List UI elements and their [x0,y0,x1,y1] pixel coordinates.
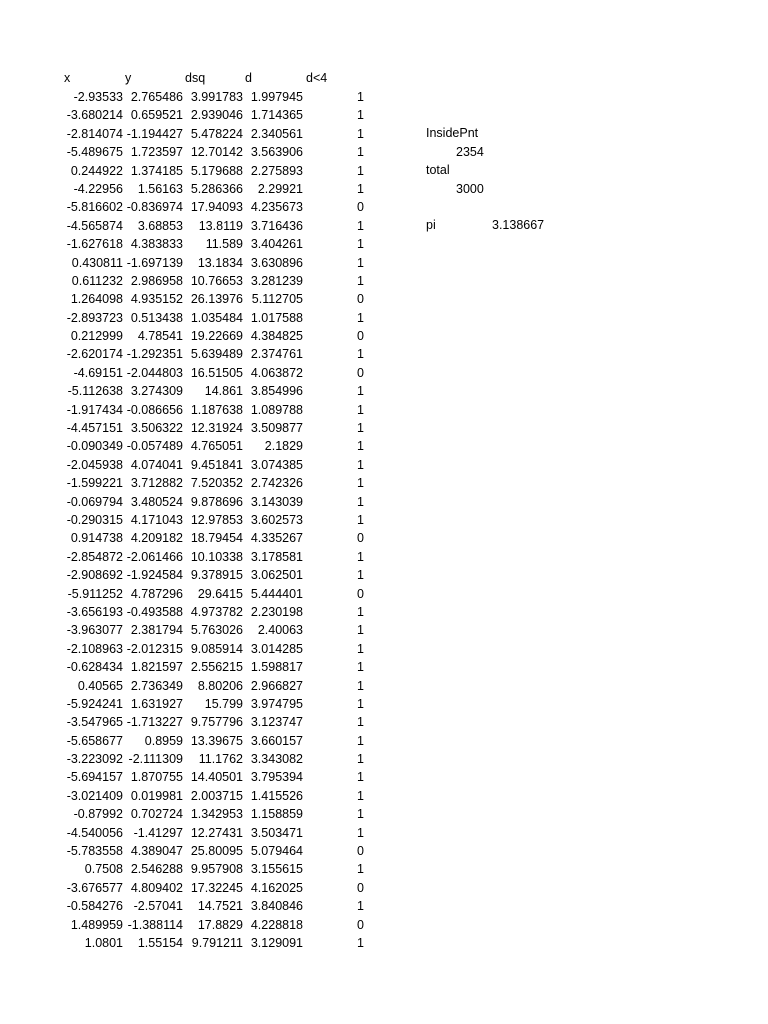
cell-x[interactable]: 0.914738 [70,531,123,546]
table-row [0,879,380,897]
cell-d[interactable]: 1.598817 [250,660,303,675]
table-row [0,290,380,308]
cell-x[interactable]: 1.0801 [84,935,123,950]
cell-x[interactable]: -2.893723 [66,310,123,325]
cell-y[interactable]: 1.56163 [137,181,183,196]
cell-d[interactable]: 3.509877 [250,421,303,436]
cell-y[interactable]: 1.870755 [130,770,183,785]
cell-d-less-than-4[interactable]: 1 [357,457,364,472]
cell-x[interactable]: -4.457151 [66,421,123,436]
cell-d-less-than-4[interactable]: 1 [357,770,364,785]
data-rows [0,88,380,952]
table-row [0,474,380,492]
cell-d-less-than-4[interactable]: 1 [357,402,364,417]
cell-y[interactable]: 2.986958 [130,273,183,288]
cell-x[interactable]: -3.021409 [66,788,123,803]
cell-d-less-than-4[interactable]: 1 [357,90,364,104]
cell-d-less-than-4[interactable]: 0 [357,917,364,932]
cell-d-less-than-4[interactable]: 0 [357,329,364,344]
cell-dsq[interactable]: 13.39675 [190,733,243,748]
table-row [0,677,380,695]
header-x[interactable]: x [64,71,71,85]
cell-dsq[interactable]: 16.51505 [190,365,243,380]
cell-d[interactable]: 3.563906 [250,145,303,160]
cell-x[interactable]: -3.656193 [66,604,123,619]
cell-y[interactable]: 4.787296 [130,586,183,601]
cell-d-less-than-4[interactable]: 1 [357,660,364,675]
header-d[interactable]: d [245,71,252,85]
cell-d[interactable]: 3.178581 [250,549,303,564]
cell-y[interactable]: 3.274309 [130,384,183,399]
cell-x[interactable]: 0.611232 [71,273,123,288]
cell-d-less-than-4[interactable]: 1 [357,126,364,141]
cell-d-less-than-4[interactable]: 1 [357,696,364,711]
cell-d[interactable]: 3.716436 [250,218,303,233]
table-row [0,934,380,952]
cell-x[interactable]: -2.854872 [66,549,123,564]
cell-y[interactable]: -2.044803 [126,365,183,380]
table-row [0,732,380,750]
cell-y[interactable]: -2.012315 [126,641,183,656]
cell-dsq[interactable]: 13.1834 [197,255,243,270]
cell-d-less-than-4[interactable]: 1 [357,494,364,509]
cell-y[interactable]: 3.480524 [130,494,183,509]
table-row [0,217,380,235]
header-dsq[interactable]: dsq [185,71,206,85]
cell-y[interactable]: -1.41297 [133,825,183,840]
cell-y[interactable]: 0.702724 [130,807,183,822]
cell-d[interactable]: 4.335267 [250,531,303,546]
cell-d[interactable]: 3.014285 [250,641,303,656]
cell-x[interactable]: -2.908692 [66,568,123,583]
cell-d[interactable]: 1.089788 [250,402,303,417]
cell-d[interactable]: 3.974795 [250,696,303,711]
cell-d[interactable]: 1.017588 [250,310,303,325]
cell-d-less-than-4[interactable]: 1 [357,476,364,491]
cell-dsq[interactable]: 12.97853 [190,512,243,527]
cell-dsq[interactable]: 15.799 [204,696,243,711]
cell-x[interactable]: -1.599221 [66,476,123,491]
table-row [0,897,380,915]
cell-y[interactable]: -1.388114 [127,917,183,932]
cell-dsq[interactable]: 25.80095 [190,844,243,859]
cell-d-less-than-4[interactable]: 1 [357,899,364,914]
cell-d-less-than-4[interactable]: 0 [357,880,364,895]
header-d-less-than-4[interactable]: d<4 [306,71,328,85]
cell-d-less-than-4[interactable]: 0 [357,844,364,859]
cell-dsq[interactable]: 10.76653 [190,273,243,288]
pi-value[interactable]: 3.138667 [492,218,545,232]
cell-x[interactable]: -4.69151 [73,365,123,380]
table-row [0,198,380,216]
cell-dsq[interactable]: 5.286366 [190,181,243,196]
table-row [0,750,380,768]
cell-d-less-than-4[interactable]: 1 [357,935,364,950]
cell-x[interactable]: -3.547965 [66,715,123,730]
cell-y[interactable]: 1.821597 [130,660,183,675]
cell-y[interactable]: 3.506322 [130,421,183,436]
table-row [0,309,380,327]
cell-dsq[interactable]: 5.639489 [190,347,243,362]
cell-y[interactable]: 4.389047 [130,844,183,859]
cell-x[interactable]: -0.628434 [66,660,123,675]
cell-d-less-than-4[interactable]: 1 [357,623,364,638]
cell-x[interactable]: -5.816602 [66,200,123,215]
cell-d[interactable]: 3.155615 [250,862,303,877]
cell-x[interactable]: 0.7508 [84,862,123,877]
cell-x[interactable]: -0.87992 [73,807,123,822]
cell-d-less-than-4[interactable]: 1 [357,163,364,178]
cell-x[interactable]: 0.244922 [70,163,123,178]
cell-y[interactable]: -1.292351 [126,347,183,362]
cell-dsq[interactable]: 8.80206 [197,678,243,693]
cell-d-less-than-4[interactable]: 0 [357,200,364,215]
cell-y[interactable]: 0.019981 [130,788,183,803]
cell-x[interactable]: -2.045938 [66,457,123,472]
cell-dsq[interactable]: 18.79454 [190,531,243,546]
cell-y[interactable]: 4.78541 [137,329,183,344]
cell-d-less-than-4[interactable]: 1 [357,255,364,270]
cell-d[interactable]: 4.384825 [250,329,303,344]
cell-y[interactable]: 4.074041 [130,457,183,472]
cell-dsq[interactable]: 9.085914 [190,641,243,656]
cell-dsq[interactable]: 9.451841 [190,457,243,472]
cell-dsq[interactable]: 10.10338 [190,549,243,564]
table-row [0,437,380,455]
cell-d-less-than-4[interactable]: 1 [357,384,364,399]
table-row [0,860,380,878]
cell-x[interactable]: -0.090349 [66,439,123,454]
cell-y[interactable]: 2.736349 [130,678,183,693]
cell-x[interactable]: -5.924241 [66,696,123,711]
table-row [0,621,380,639]
cell-dsq[interactable]: 14.861 [204,384,243,399]
cell-y[interactable]: -1.194427 [126,126,183,141]
cell-y[interactable]: 3.68853 [137,218,183,233]
cell-dsq[interactable]: 12.70142 [190,145,243,160]
column-headers [0,69,380,87]
table-row [0,364,380,382]
cell-d[interactable]: 1.714365 [250,108,303,123]
cell-x[interactable]: -5.783558 [66,844,123,859]
total-label[interactable]: total [426,163,450,177]
cell-y[interactable]: 0.513438 [130,310,183,325]
total-value[interactable]: 3000 [456,182,484,196]
cell-dsq[interactable]: 2.939046 [190,108,243,123]
cell-x[interactable]: -4.540056 [66,825,123,840]
cell-d-less-than-4[interactable]: 1 [357,310,364,325]
cell-d[interactable]: 5.079464 [250,844,303,859]
cell-d-less-than-4[interactable]: 1 [357,549,364,564]
cell-d[interactable]: 3.840846 [250,899,303,914]
cell-d[interactable]: 3.062501 [250,568,303,583]
cell-d-less-than-4[interactable]: 1 [357,807,364,822]
cell-x[interactable]: -5.658677 [66,733,123,748]
cell-d-less-than-4[interactable]: 1 [357,733,364,748]
cell-d[interactable]: 3.129091 [250,935,303,950]
cell-d[interactable]: 5.112705 [251,292,303,307]
cell-dsq[interactable]: 13.8119 [198,218,243,233]
cell-x[interactable]: -4.565874 [66,218,123,233]
cell-dsq[interactable]: 4.765051 [190,439,243,454]
cell-y[interactable]: -2.111309 [128,752,183,767]
cell-d-less-than-4[interactable]: 0 [357,365,364,380]
cell-dsq[interactable]: 9.378915 [190,568,243,583]
cell-y[interactable]: -0.836974 [126,200,183,215]
cell-dsq[interactable]: 17.94093 [190,200,243,215]
cell-dsq[interactable]: 3.991783 [190,90,243,104]
table-row [0,272,380,290]
table-row [0,511,380,529]
inside-points-value[interactable]: 2354 [456,145,484,159]
table-row [0,566,380,584]
cell-d[interactable]: 2.29921 [257,181,303,196]
cell-y[interactable]: -1.697139 [126,255,183,270]
cell-d[interactable]: 3.602573 [250,512,303,527]
cell-x[interactable]: 1.264098 [70,292,123,307]
cell-dsq[interactable]: 5.763026 [190,623,243,638]
cell-y[interactable]: 4.171043 [130,512,183,527]
cell-d-less-than-4[interactable]: 1 [357,752,364,767]
table-row [0,824,380,842]
cell-x[interactable]: 0.40565 [77,678,123,693]
cell-d[interactable]: 3.343082 [250,752,303,767]
cell-d[interactable]: 1.997945 [250,90,303,104]
table-row [0,106,380,124]
cell-d[interactable]: 1.415526 [250,788,303,803]
cell-d-less-than-4[interactable]: 1 [357,273,364,288]
cell-dsq[interactable]: 2.003715 [190,788,243,803]
cell-x[interactable]: -2.108963 [66,641,123,656]
cell-d-less-than-4[interactable]: 0 [357,292,364,307]
cell-x[interactable]: 1.489959 [70,917,123,932]
cell-y[interactable]: -0.493588 [126,604,183,619]
cell-d-less-than-4[interactable]: 1 [357,604,364,619]
table-row [0,327,380,345]
cell-x[interactable]: -1.627618 [66,237,123,252]
cell-d-less-than-4[interactable]: 1 [357,825,364,840]
cell-x[interactable]: 0.212999 [70,329,123,344]
cell-d-less-than-4[interactable]: 1 [357,347,364,362]
cell-x[interactable]: -2.620174 [66,347,123,362]
cell-d-less-than-4[interactable]: 1 [357,641,364,656]
table-row [0,88,380,106]
cell-d-less-than-4[interactable]: 1 [357,181,364,196]
cell-dsq[interactable]: 7.520352 [190,476,243,491]
cell-dsq[interactable]: 12.27431 [190,825,243,840]
cell-d[interactable]: 4.228818 [250,917,303,932]
table-row [0,345,380,363]
cell-d[interactable]: 3.404261 [250,237,303,252]
cell-dsq[interactable]: 14.7521 [197,899,243,914]
cell-x[interactable]: 0.430811 [71,255,123,270]
cell-x[interactable]: -5.489675 [66,145,123,160]
cell-y[interactable]: -0.057489 [126,439,183,454]
cell-dsq[interactable]: 2.556215 [190,660,243,675]
cell-d[interactable]: 4.235673 [250,200,303,215]
cell-y[interactable]: 0.659521 [130,108,183,123]
table-row [0,768,380,786]
cell-dsq[interactable]: 26.13976 [190,292,243,307]
cell-y[interactable]: -0.086656 [126,402,183,417]
table-row [0,529,380,547]
cell-x[interactable]: -3.680214 [66,108,123,123]
cell-dsq[interactable]: 11.589 [205,237,243,252]
cell-dsq[interactable]: 17.8829 [197,917,243,932]
cell-x[interactable]: -3.676577 [66,880,123,895]
table-row [0,603,380,621]
cell-d-less-than-4[interactable]: 0 [357,586,364,601]
table-row [0,695,380,713]
cell-dsq[interactable]: 1.187638 [190,402,243,417]
cell-d[interactable]: 2.966827 [250,678,303,693]
table-row [0,640,380,658]
cell-x[interactable]: -0.584276 [66,899,123,914]
cell-dsq[interactable]: 9.757796 [190,715,243,730]
table-row [0,916,380,934]
cell-dsq[interactable]: 29.6415 [197,586,243,601]
cell-dsq[interactable]: 1.342953 [190,807,243,822]
cell-d-less-than-4[interactable]: 1 [357,715,364,730]
cell-d-less-than-4[interactable]: 0 [357,531,364,546]
cell-d[interactable]: 3.795394 [250,770,303,785]
cell-d[interactable]: 3.630896 [250,255,303,270]
table-row [0,143,380,161]
cell-d-less-than-4[interactable]: 1 [357,568,364,583]
cell-y[interactable]: -2.061466 [126,549,183,564]
cell-y[interactable]: 2.765486 [130,90,183,104]
table-row [0,548,380,566]
cell-d[interactable]: 3.143039 [250,494,303,509]
cell-dsq[interactable]: 12.31924 [190,421,243,436]
table-row [0,125,380,143]
cell-x[interactable]: -0.069794 [66,494,123,509]
cell-dsq[interactable]: 4.973782 [190,604,243,619]
cell-d-less-than-4[interactable]: 1 [357,439,364,454]
cell-x[interactable]: -2.814074 [66,126,123,141]
cell-y[interactable]: 1.374185 [130,163,183,178]
table-row [0,162,380,180]
cell-y[interactable]: 4.809402 [130,880,183,895]
cell-x[interactable]: -5.694157 [66,770,123,785]
cell-y[interactable]: -1.924584 [126,568,183,583]
table-row [0,456,380,474]
cell-d[interactable]: 3.281239 [250,273,303,288]
cell-y[interactable]: 2.546288 [130,862,183,877]
table-row [0,658,380,676]
cell-x[interactable]: -5.112638 [67,384,123,399]
cell-y[interactable]: 1.723597 [130,145,183,160]
cell-d[interactable]: 3.074385 [250,457,303,472]
cell-dsq[interactable]: 1.035484 [190,310,243,325]
cell-d[interactable]: 4.063872 [250,365,303,380]
cell-d[interactable]: 3.123747 [250,715,303,730]
cell-d-less-than-4[interactable]: 1 [357,512,364,527]
table-row [0,382,380,400]
cell-d[interactable]: 4.162025 [250,880,303,895]
table-row [0,401,380,419]
cell-d[interactable]: 2.340561 [250,126,303,141]
table-row [0,585,380,603]
cell-d-less-than-4[interactable]: 1 [357,421,364,436]
cell-d[interactable]: 2.40063 [257,623,303,638]
inside-points-label[interactable]: InsidePnt [426,126,479,140]
table-row [0,419,380,437]
cell-y[interactable]: -2.57041 [133,899,183,914]
cell-dsq[interactable]: 5.179688 [190,163,243,178]
cell-x[interactable]: -1.917434 [66,402,123,417]
cell-d-less-than-4[interactable]: 1 [357,788,364,803]
table-row [0,787,380,805]
table-row [0,493,380,511]
cell-d[interactable]: 2.230198 [250,604,303,619]
cell-d[interactable]: 1.158859 [250,807,303,822]
cell-y[interactable]: 0.8959 [144,733,183,748]
cell-y[interactable]: 4.209182 [130,531,183,546]
cell-dsq[interactable]: 9.791211 [191,935,243,950]
cell-x[interactable]: -0.290315 [66,512,123,527]
pi-label[interactable]: pi [426,218,436,232]
cell-y[interactable]: 4.935152 [130,292,183,307]
cell-y[interactable]: 2.381794 [130,623,183,638]
cell-dsq[interactable]: 17.32245 [190,880,243,895]
cell-d-less-than-4[interactable]: 1 [357,237,364,252]
cell-d-less-than-4[interactable]: 1 [357,108,364,123]
cell-d-less-than-4[interactable]: 1 [357,218,364,233]
cell-y[interactable]: 1.631927 [130,696,183,711]
cell-d[interactable]: 2.374761 [250,347,303,362]
table-row [0,713,380,731]
cell-d-less-than-4[interactable]: 1 [357,862,364,877]
table-row [0,842,380,860]
cell-y[interactable]: -1.713227 [126,715,183,730]
cell-y[interactable]: 3.712882 [130,476,183,491]
cell-x[interactable]: -5.911252 [67,586,123,601]
cell-dsq[interactable]: 5.478224 [190,126,243,141]
cell-d[interactable]: 2.275893 [250,163,303,178]
cell-y[interactable]: 4.383833 [130,237,183,252]
cell-dsq[interactable]: 19.22669 [190,329,243,344]
cell-d[interactable]: 2.742326 [250,476,303,491]
cell-x[interactable]: -3.963077 [66,623,123,638]
cell-x[interactable]: -2.93533 [73,90,123,104]
cell-dsq[interactable]: 9.878696 [190,494,243,509]
cell-d[interactable]: 2.1829 [264,439,303,454]
cell-d-less-than-4[interactable]: 1 [357,145,364,160]
cell-dsq[interactable]: 14.40501 [190,770,243,785]
cell-d[interactable]: 3.660157 [250,733,303,748]
table-row [0,235,380,253]
table-row [0,180,380,198]
cell-d[interactable]: 3.503471 [250,825,303,840]
cell-dsq[interactable]: 11.1762 [198,752,243,767]
cell-dsq[interactable]: 9.957908 [190,862,243,877]
table-row [0,805,380,823]
cell-y[interactable]: 1.55154 [137,935,183,950]
cell-x[interactable]: -4.22956 [73,181,123,196]
table-row [0,254,380,272]
header-y[interactable]: y [125,71,132,85]
cell-x[interactable]: -3.223092 [66,752,123,767]
cell-d[interactable]: 3.854996 [250,384,303,399]
cell-d-less-than-4[interactable]: 1 [357,678,364,693]
cell-d[interactable]: 5.444401 [250,586,303,601]
